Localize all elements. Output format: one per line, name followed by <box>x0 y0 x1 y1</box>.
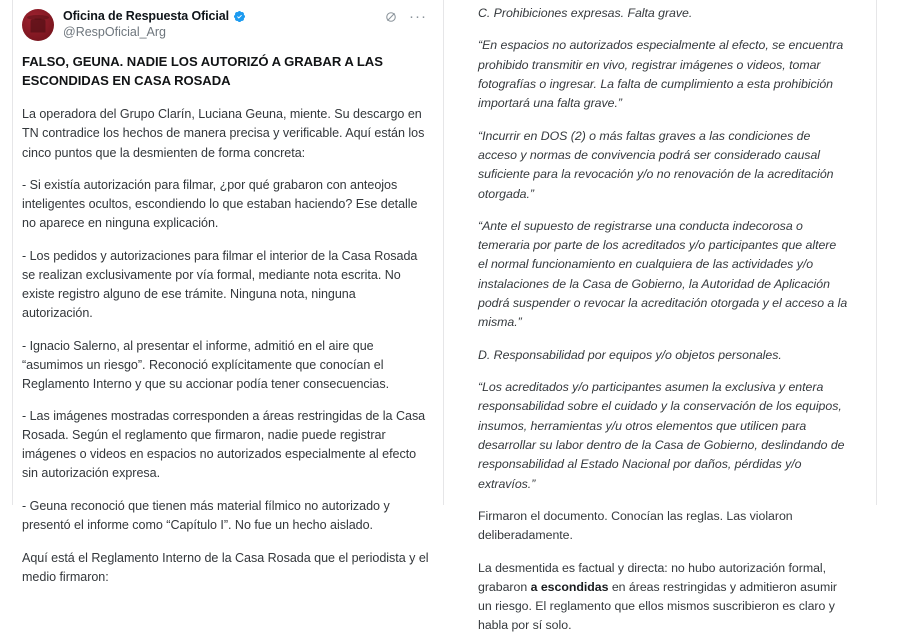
left-paragraph-3: - Los pedidos y autorizaciones para filmar el interior de la Casa Rosada se realizan exclusivamente por vía formal, mediante nota escrita. No existe registro alguno de ese trámite. Ninguna nota, ninguna autorización. <box>22 248 418 320</box>
account-names <box>63 9 246 41</box>
display-name[interactable]: Oficina de Respuesta Oficial <box>63 9 230 23</box>
right-final-paragraph <box>478 559 849 636</box>
left-paragraph-2: - Si existía autorización para filmar, ¿por qué grabaron con anteojos inteligentes ocultos, escondiendo lo que estaban haciendo? Ese detalle no aparece en ninguna explicación. <box>22 178 418 231</box>
tweet-right-column <box>444 0 877 633</box>
final-text-part-1: La desmentida es factual y directa: no hubo autorización formal, grabaron <box>478 560 827 594</box>
left-paragraph-5: - Las imágenes mostradas corresponden a áreas restringidas de la Casa Rosada. Según el reglamento que firmaron, nadie puede registrar imágenes o videos en espacios no autorizados especialmente al efecto sin autorización expresa. <box>22 409 426 481</box>
grok-icon[interactable] <box>384 10 398 24</box>
account-handle[interactable]: @RespOficial_Arg <box>63 25 167 40</box>
more-dots-glyph: ··· <box>409 8 427 25</box>
right-quote-3: “Ante el supuesto de registrarse una conducta indecorosa o temeraria por parte de los acreditados y/o participantes que altere el normal funcionamiento en cualquiera de las actividades y/o instalaciones de la Casa de Gobierno, la Autoridad de Aplicación podrá suspender o revocar la acreditación otorgada y el acceso a la misma.” <box>478 218 848 330</box>
more-options-icon[interactable] <box>409 8 427 25</box>
post-headline: FALSO, GEUNA. NADIE LOS AUTORIZÓ A GRABAR A LAS ESCONDIDAS EN CASA ROSADA <box>22 54 383 88</box>
left-paragraph-7: Aquí está el Reglamento Interno de la Casa Rosada que el periodista y el medio firmaron: <box>22 550 429 584</box>
tweet-left-column <box>12 0 443 584</box>
right-heading-d: D. Responsabilidad por equipos y/o objetos personales. <box>478 347 782 362</box>
verified-badge-icon <box>233 10 246 23</box>
right-quote-1: “En espacios no autorizados especialmente al efecto, se encuentra prohibido transmitir en vivo, registrar imágenes o videos, tomar fotografías o ingresar. La falta de cumplimiento a esta prohibición importará una falta grave.” <box>478 38 844 111</box>
final-text-part-2: en áreas restringidas y admitieron asumir un riesgo. El reglamento que ellos mismos suscribieron es claro y habla por sí solo. <box>478 579 838 633</box>
left-paragraph-6: - Geuna reconoció que tienen más material fílmico no autorizado y presentó el informe como “Capítulo I”. No fue un hecho aislado. <box>22 498 390 533</box>
right-quote-2: “Incurrir en DOS (2) o más faltas graves a las condiciones de acceso y normas de convivencia podrá ser considerado causal suficiente para la revocación y/o no renovación de la acreditación otorgada.” <box>478 128 834 201</box>
final-text-emphasis: a escondidas <box>530 579 609 594</box>
right-quote-4: “Los acreditados y/o participantes asumen la exclusiva y entera responsabilidad sobre el cuidado y la conservación de los equipos, insumos, herramientas y/u otros elementos que utilicen para desarrollar su labor dentro de la Casa de Gobierno, deslindando de responsabilidad al Estado Nacional por daños, pérdidas y/o extravíos.” <box>478 380 845 491</box>
avatar[interactable] <box>22 9 54 41</box>
display-name-row <box>63 9 246 23</box>
left-paragraph-1: La operadora del Grupo Clarín, Luciana Geuna, miente. Su descargo en TN contradice los hechos de manera precisa y verificable. Aquí están los cinco puntos que la desmienten de forma concreta: <box>22 107 425 160</box>
tweet-header <box>22 4 429 41</box>
right-heading-c: C. Prohibiciones expresas. Falta grave. <box>478 6 693 20</box>
left-paragraph-4: - Ignacio Salerno, al presentar el informe, admitió en el aire que “asumimos un riesgo”. Reconoció explícitamente que conocían el Reglamento Interno y que su accionar podía tener consecuencias. <box>22 338 390 391</box>
tweet-header-actions <box>384 10 427 24</box>
right-signed-paragraph: Firmaron el documento. Conocían las reglas. Las violaron deliberadamente. <box>478 508 793 543</box>
